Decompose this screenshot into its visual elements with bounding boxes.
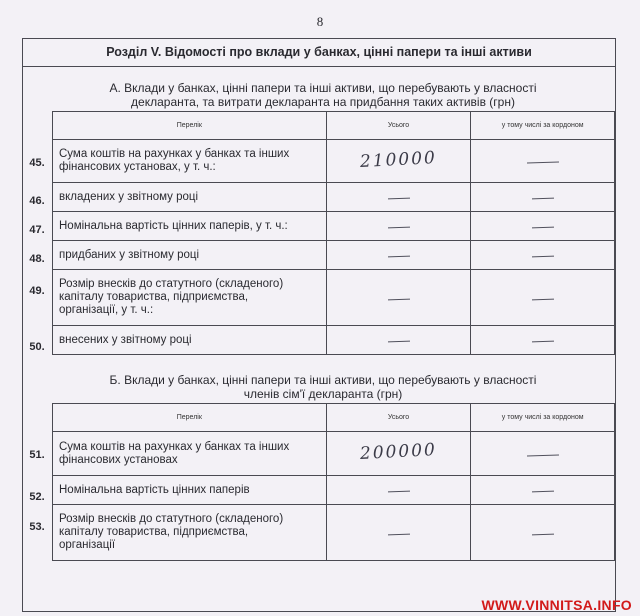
column-header-abroad: у тому числі за кордоном bbox=[471, 112, 615, 140]
handwritten-dash bbox=[527, 454, 559, 457]
handwritten-dash bbox=[532, 491, 554, 493]
table-row bbox=[53, 432, 615, 476]
site-watermark: WWW.VINNITSA.INFO bbox=[481, 597, 632, 613]
row-total bbox=[326, 505, 471, 561]
row-total bbox=[326, 476, 471, 505]
row-abroad bbox=[471, 241, 615, 270]
row-number: 45. bbox=[29, 157, 45, 169]
row-label: внесених у звітному році bbox=[53, 326, 327, 355]
handwritten-dash bbox=[532, 227, 554, 229]
part-b-title: Б. Вклади у банках, цінні папери та інші активи, що перебувають у власності членів сім'ї декларанта (грн) bbox=[109, 373, 537, 401]
row-label: придбаних у звітному році bbox=[53, 241, 327, 270]
row-abroad bbox=[471, 270, 615, 326]
column-header-abroad: у тому числі за кордоном bbox=[471, 404, 615, 432]
column-header-list: Перелік bbox=[53, 112, 327, 140]
row-number: 51. bbox=[29, 449, 45, 461]
row-number: 50. bbox=[29, 341, 45, 353]
row-number: 48. bbox=[29, 253, 45, 265]
row-number: 47. bbox=[29, 224, 45, 236]
row-total bbox=[326, 270, 471, 326]
row-label: Сума коштів на рахунках у банках та інших фінансових установах, у т. ч.: bbox=[53, 140, 327, 183]
row-number: 52. bbox=[29, 491, 45, 503]
table-row bbox=[53, 212, 615, 241]
column-header-total: Усього bbox=[326, 112, 471, 140]
handwritten-dash bbox=[387, 298, 409, 300]
handwritten-dash bbox=[527, 162, 559, 165]
part-b-table bbox=[52, 403, 615, 561]
table-row bbox=[53, 241, 615, 270]
row-label: Розмір внесків до статутного (складеного) капіталу товариства, підприємства, організації bbox=[53, 505, 327, 561]
handwritten-dash bbox=[387, 533, 409, 535]
handwritten-dash bbox=[532, 198, 554, 200]
handwritten-total: 210000 bbox=[359, 147, 438, 172]
column-header-total: Усього bbox=[326, 404, 471, 432]
row-total bbox=[326, 326, 471, 355]
row-abroad bbox=[471, 212, 615, 241]
handwritten-dash bbox=[387, 227, 409, 229]
row-label: вкладених у звітному році bbox=[53, 183, 327, 212]
handwritten-dash bbox=[532, 341, 554, 343]
handwritten-dash bbox=[387, 341, 409, 343]
table-row bbox=[53, 476, 615, 505]
row-abroad bbox=[471, 476, 615, 505]
table-row bbox=[53, 505, 615, 561]
row-total bbox=[326, 212, 471, 241]
row-total bbox=[326, 241, 471, 270]
column-header-list: Перелік bbox=[53, 404, 327, 432]
part-a-table bbox=[52, 111, 615, 355]
handwritten-total: 200000 bbox=[359, 440, 438, 464]
row-label: Сума коштів на рахунках у банках та інших фінансових установах bbox=[53, 432, 327, 476]
table-row bbox=[53, 140, 615, 183]
table-header-row bbox=[53, 404, 615, 432]
section-frame bbox=[22, 38, 616, 612]
row-abroad bbox=[471, 183, 615, 212]
row-abroad bbox=[471, 140, 615, 183]
row-label: Розмір внесків до статутного (складеного) капіталу товариства, підприємства, організації, у т. ч.: bbox=[53, 270, 327, 326]
row-number: 53. bbox=[29, 521, 45, 533]
row-abroad bbox=[471, 326, 615, 355]
row-number: 49. bbox=[29, 285, 45, 297]
row-label: Номінальна вартість цінних паперів, у т. ч.: bbox=[53, 212, 327, 241]
table-row bbox=[53, 183, 615, 212]
table-header-row bbox=[53, 112, 615, 140]
row-total bbox=[326, 432, 471, 476]
handwritten-dash bbox=[532, 298, 554, 300]
table-row bbox=[53, 270, 615, 326]
table-row bbox=[53, 326, 615, 355]
row-abroad bbox=[471, 505, 615, 561]
page-number: 8 bbox=[316, 14, 324, 29]
row-number: 46. bbox=[29, 195, 45, 207]
row-total bbox=[326, 140, 471, 183]
section-title: Розділ V. Відомості про вклади у банках, цінні папери та інші активи bbox=[23, 39, 615, 67]
row-abroad bbox=[471, 432, 615, 476]
handwritten-dash bbox=[532, 256, 554, 258]
handwritten-dash bbox=[387, 198, 409, 200]
handwritten-dash bbox=[532, 533, 554, 535]
handwritten-dash bbox=[387, 256, 409, 258]
part-a-title: А. Вклади у банках, цінні папери та інші активи, що перебувають у власності декларанта, та витрати декларанта на придбання таких активів (грн) bbox=[109, 81, 537, 109]
handwritten-dash bbox=[387, 491, 409, 493]
row-label: Номінальна вартість цінних паперів bbox=[53, 476, 327, 505]
row-total bbox=[326, 183, 471, 212]
